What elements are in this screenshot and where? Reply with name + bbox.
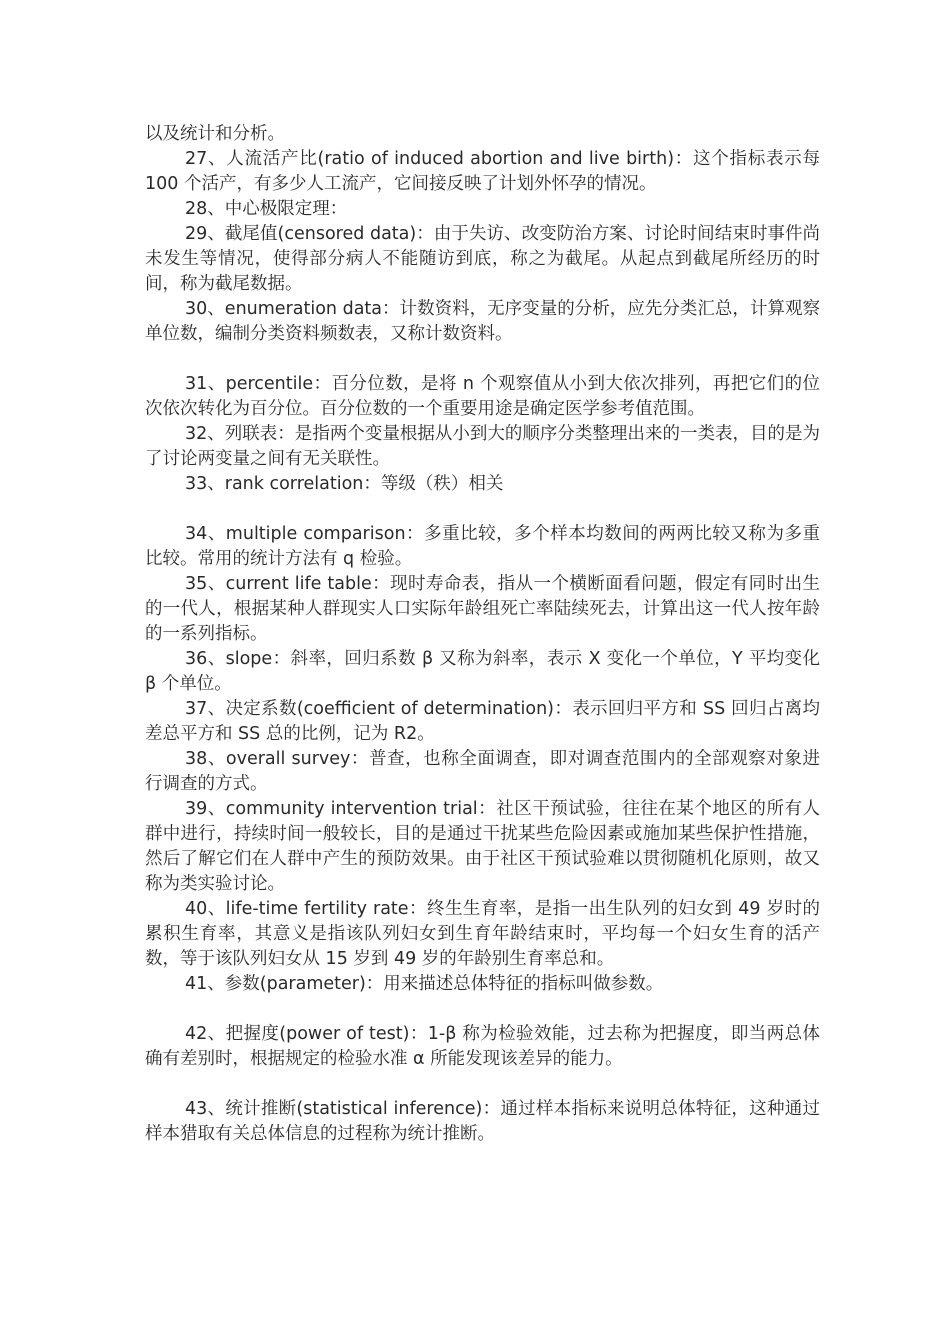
paragraph-32: 32、列联表：是指两个变量根据从小到大的顺序分类整理出来的一类表，目的是为了讨论两变量之间有无关联性。 <box>145 424 820 469</box>
paragraph: 以及统计和分析。 <box>145 124 285 144</box>
paragraph-31: 31、percentile：百分位数，是将 n 个观察值从小到大依次排列，再把它们的位次依次转化为百分位。百分位数的一个重要用途是确定医学参考值范围。 <box>145 374 820 419</box>
paragraph-29: 29、截尾值(censored data)：由于失访、改变防治方案、讨论时间结束时事件尚未发生等情况，使得部分病人不能随访到底，称之为截尾。从起点到截尾所经历的时间，称为截尾数据。 <box>145 224 820 294</box>
paragraph-39: 39、community intervention trial：社区干预试验，往往在某个地区的所有人群中进行，持续时间一般较长，目的是通过干扰某些危险因素或施加某些保护性措施，然后了解它们在人群中产生的预防效果。由于社区干预试验难以贯彻随机化原则，故又称为类实验讨论。 <box>145 799 820 894</box>
paragraph-34: 34、multiple comparison：多重比较，多个样本均数间的两两比较又称为多重比较。常用的统计方法有 q 检验。 <box>145 524 820 569</box>
paragraph-30: 30、enumeration data：计数资料，无序变量的分析，应先分类汇总，计算观察单位数，编制分类资料频数表，又称计数资料。 <box>145 299 820 344</box>
paragraph-38: 38、overall survey：普查，也称全面调查，即对调查范围内的全部观察对象进行调查的方式。 <box>145 749 820 794</box>
blank-line <box>145 1072 820 1097</box>
blank-line <box>145 347 820 372</box>
blank-line <box>145 997 820 1022</box>
paragraph-35: 35、current life table：现时寿命表，指从一个横断面看问题，假定有同时出生的一代人，根据某种人群现实人口实际年龄组死亡率陆续死去，计算出这一代人按年龄的一系列指标。 <box>145 574 820 644</box>
paragraph-36: 36、slope：斜率，回归系数 β 又称为斜率，表示 X 变化一个单位，Y 平均变化 β 个单位。 <box>145 649 820 694</box>
paragraph-40: 40、life-time fertility rate：终生生育率，是指一出生队列的妇女到 49 岁时的累积生育率，其意义是指该队列妇女到生育年龄结束时，平均每一个妇女生育的活产数，等于该队列妇女从 15 岁到 49 岁的年龄别生育率总和。 <box>145 899 820 969</box>
paragraph-27: 27、人流活产比(ratio of induced abortion and live birth)：这个指标表示每 100 个活产，有多少人工流产，它间接反映了计划外怀孕的情况。 <box>145 149 820 194</box>
paragraph-33: 33、rank correlation：等级（秩）相关 <box>185 474 504 494</box>
document-body <box>145 122 820 1147</box>
blank-line <box>145 497 820 522</box>
paragraph-37: 37、决定系数(coefficient of determination)：表示回归平方和 SS 回归占离均差总平方和 SS 总的比例，记为 R2。 <box>145 699 820 744</box>
paragraph-42: 42、把握度(power of test)：1-β 称为检验效能，过去称为把握度，即当两总体确有差别时，根据规定的检验水准 α 所能发现该差异的能力。 <box>145 1024 820 1069</box>
paragraph-28: 28、中心极限定理： <box>185 199 348 219</box>
paragraph-41: 41、参数(parameter)：用来描述总体特征的指标叫做参数。 <box>185 974 664 994</box>
paragraph-43: 43、统计推断(statistical inference)：通过样本指标来说明总体特征，这种通过样本猎取有关总体信息的过程称为统计推断。 <box>145 1099 820 1144</box>
